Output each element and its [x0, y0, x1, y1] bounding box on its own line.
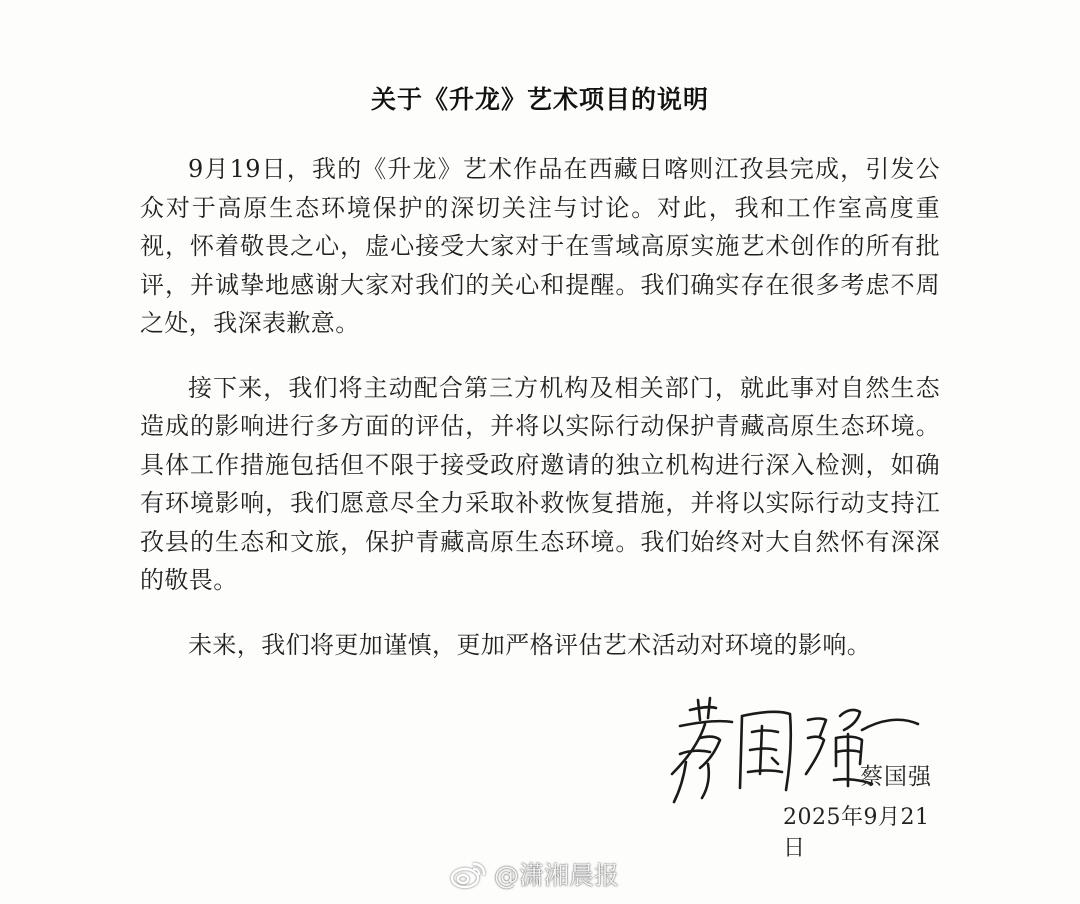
document-title: 关于《升龙》艺术项目的说明: [370, 85, 709, 114]
weibo-watermark: [448, 856, 619, 892]
handwritten-signature: [650, 690, 930, 810]
paragraph-1: 9月19日，我的《升龙》艺术作品在西藏日喀则江孜县完成，引发公众对于高原生态环境保护的深切关注与讨论。对此，我和工作室高度重视，怀着敬畏之心，虚心接受大家对于在雪域高原实施艺术创作的所有批评，并诚挚地感谢大家对我们的关心和提醒。我们确实存在很多考虑不周之处，我深表歉意。: [140, 155, 940, 337]
watermark-text: @潇湘晨报: [494, 861, 620, 890]
document-body: [140, 150, 940, 690]
signer-name: 蔡国强: [860, 764, 932, 790]
paragraph-2: 接下来，我们将主动配合第三方机构及相关部门，就此事对自然生态造成的影响进行多方面的评估，并将以实际行动保护青藏高原生态环境。具体工作措施包括但不限于接受政府邀请的独立机构进行深入检测，如确有环境影响，我们愿意尽全力采取补救恢复措施，并将以实际行动支持江孜县的生态和文旅，保护青藏高原生态环境。我们始终对大自然怀有深深的敬畏。: [140, 373, 940, 594]
paragraph-3: 未来，我们将更加谨慎，更加严格评估艺术活动对环境的影响。: [188, 630, 872, 659]
weibo-icon: [448, 858, 488, 890]
signature-block: [650, 690, 950, 861]
signature-date: 2025年9月21日: [783, 805, 930, 861]
